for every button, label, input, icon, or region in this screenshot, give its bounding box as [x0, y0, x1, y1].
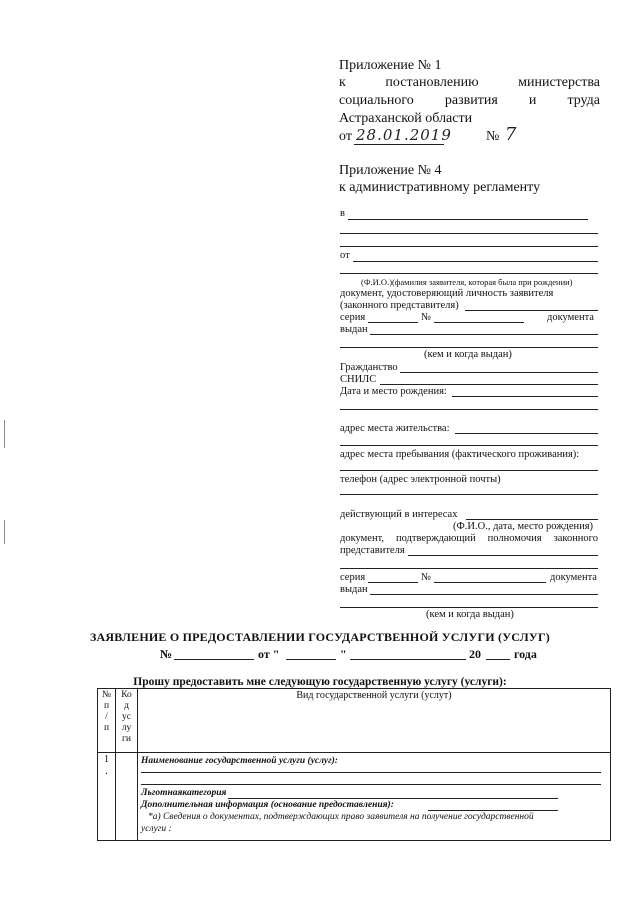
word: развития	[444, 93, 498, 108]
header-char: д	[124, 701, 129, 711]
day-field[interactable]	[286, 659, 336, 660]
service-name-label: Наименование государственной услуги (услуг):	[141, 756, 338, 766]
num-label: №	[160, 647, 173, 661]
service-name-field[interactable]	[141, 772, 601, 773]
acting-caption: (Ф.И.О., дата, место рождения)	[453, 521, 594, 532]
row-number-char: 1	[104, 754, 109, 765]
word: подтверждающий	[395, 533, 476, 544]
to-field-line3[interactable]	[340, 246, 598, 247]
table-row	[98, 753, 611, 841]
request-text: Прошу предоставить мне следующую государственную услугу (услуги):	[133, 676, 507, 688]
additional-field[interactable]	[428, 810, 558, 811]
num-field[interactable]	[434, 322, 524, 323]
issued-field[interactable]	[370, 334, 598, 335]
header-char: /	[105, 712, 108, 722]
word: труда	[567, 93, 600, 108]
snils-field[interactable]	[380, 384, 598, 385]
rep-doc-field[interactable]	[408, 555, 598, 556]
issued-field-line2[interactable]	[340, 347, 598, 348]
handwritten-date: 28.01.2019	[356, 126, 452, 144]
num-label: №	[421, 312, 432, 323]
header-char: лу	[121, 723, 132, 733]
phone-field[interactable]	[340, 494, 598, 495]
services-table	[97, 688, 611, 841]
date-prefix: от	[339, 129, 352, 144]
benefit-label: Льготнаякатегория	[141, 788, 227, 798]
row-number	[98, 753, 116, 841]
year-prefix: 20	[469, 647, 481, 661]
birth-label: Дата и место рождения:	[340, 386, 447, 397]
id-doc-line1: документ, удостоверяющий личность заявителя	[340, 288, 554, 299]
from-field-line2[interactable]	[340, 273, 598, 274]
birth-field[interactable]	[452, 396, 598, 397]
appendix1-line1	[339, 75, 600, 91]
col-code-header	[116, 689, 138, 753]
table-header-row	[98, 689, 611, 753]
row-code-cell[interactable]	[116, 753, 138, 841]
from-field[interactable]	[353, 261, 598, 262]
document-label: документа	[547, 312, 594, 323]
word: министерства	[518, 75, 600, 90]
year-suffix: года	[514, 647, 537, 661]
to-field[interactable]	[348, 219, 588, 220]
issued-label: выдан	[340, 324, 368, 335]
header-char: п	[103, 701, 110, 711]
word: законного	[553, 533, 598, 544]
word: полномочия	[487, 533, 542, 544]
from-label: от	[340, 250, 350, 261]
header-char: ги	[122, 734, 131, 744]
word: документ,	[340, 533, 385, 544]
header-char: ус	[122, 712, 131, 722]
handwritten-number: 7	[505, 124, 517, 145]
acting-label: действующий в интересах	[340, 509, 458, 520]
residence-field-line2[interactable]	[340, 445, 598, 446]
header-char: п	[103, 723, 110, 733]
col-number-header	[98, 689, 116, 753]
num2-label: №	[421, 572, 432, 583]
appendix1-title: Приложение № 1	[339, 58, 442, 73]
statement-title: ЗАЯВЛЕНИЕ О ПРЕДОСТАВЛЕНИИ ГОСУДАРСТВЕННОЙ УСЛУГИ (УСЛУГ)	[90, 630, 550, 644]
statement-number-line	[160, 647, 540, 663]
series-field[interactable]	[368, 322, 418, 323]
issued-caption: (кем и когда выдан)	[424, 349, 512, 360]
service-name-field-line2[interactable]	[141, 784, 601, 785]
to-label: в	[340, 208, 345, 219]
document2-label: документа	[550, 572, 597, 583]
appendix1-line2	[339, 93, 600, 109]
word: постановлению	[385, 75, 479, 90]
row-service-cell	[138, 753, 611, 841]
docs-note: *а) Сведения о документах, подтверждающих право заявителя на получение государственной	[148, 812, 534, 822]
snils-label: СНИЛС	[340, 374, 377, 385]
col-service-header: Вид государственной услуги (услут)	[138, 689, 611, 753]
id-doc-field[interactable]	[465, 310, 598, 311]
residence-field[interactable]	[455, 433, 598, 434]
issued2-label: выдан	[340, 584, 368, 595]
row-number-char: .	[105, 766, 108, 777]
series2-label: серия	[340, 572, 366, 583]
to-field-line2[interactable]	[340, 233, 598, 234]
quote-close: "	[340, 647, 347, 661]
citizenship-label: Гражданство	[340, 362, 398, 373]
rep-doc-field-line2[interactable]	[340, 568, 598, 569]
scan-artifact	[4, 420, 5, 448]
birth-field-line2[interactable]	[340, 409, 598, 410]
rep-doc-line2: представителя	[340, 545, 405, 556]
stay-label: адрес места пребывания (фактического проживания):	[340, 449, 580, 460]
from-label: от "	[258, 647, 280, 661]
issued2-field[interactable]	[370, 594, 598, 595]
additional-label: Дополнительная информация (основание предоставления):	[141, 800, 394, 810]
citizenship-field[interactable]	[400, 372, 598, 373]
stay-field[interactable]	[340, 470, 598, 471]
statement-num-field[interactable]	[174, 659, 254, 660]
header-char: №	[101, 690, 112, 700]
word: социального	[339, 93, 414, 108]
appendix4-subtitle: к административному регламенту	[339, 180, 541, 195]
phone-label: телефон (адрес электронной почты)	[340, 474, 501, 485]
docs-note-end: услуги :	[141, 824, 172, 834]
word: и	[528, 93, 537, 108]
fio-caption: (Ф.И.О.)(фамилия заявителя, которая была при рождении)	[361, 277, 573, 287]
number-prefix: №	[486, 129, 500, 144]
appendix4-title: Приложение № 4	[339, 163, 442, 178]
issued2-caption: (кем и когда выдан)	[426, 609, 514, 620]
appendix1-line3: Астраханской области	[339, 111, 473, 126]
id-doc-line2: (законного представителя)	[340, 300, 459, 311]
benefit-field[interactable]	[228, 798, 558, 799]
header-char: Ко	[121, 690, 132, 700]
rep-doc-line1	[340, 533, 598, 545]
series-label: серия	[340, 312, 366, 323]
series2-field[interactable]	[368, 582, 418, 583]
acting-field[interactable]	[466, 519, 598, 520]
date-underline	[354, 144, 444, 145]
residence-label: адрес места жительства:	[340, 423, 450, 434]
scan-artifact	[4, 520, 5, 544]
month-field[interactable]	[350, 659, 466, 660]
num2-field[interactable]	[434, 582, 546, 583]
issued2-field-line2[interactable]	[340, 607, 598, 608]
year-field[interactable]	[486, 659, 510, 660]
word: к	[339, 75, 346, 90]
